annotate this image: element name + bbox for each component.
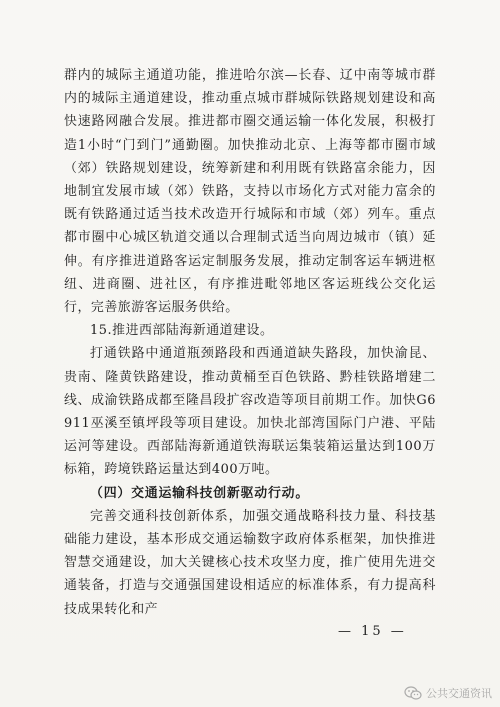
- page-number: — 15 —: [338, 624, 407, 639]
- paragraph-western-corridor: 打通铁路中通道瓶颈路段和西通道缺失路段，加快渝昆、贵南、隆黄铁路建设，推动黄桶至百色铁路、黔桂铁路增建二线、成渝铁路成都至隆昌段扩容改造等项目前期工作。加快G6911巫溪至镇坪段等项目建设。加快北部湾国际门户港、平陆运河等建设。西部陆海新通道铁海联运集装箱运量达到100万标箱，跨境铁路运量达到400万吨。: [64, 346, 436, 478]
- wechat-icon: [404, 686, 422, 700]
- watermark: [404, 685, 492, 701]
- paragraph-continuation: 群内的城际主通道功能，推进哈尔滨—长春、辽中南等城市群内的城际主通道建设，推动重点城市群城际铁路规划建设和高快速路网融合发展。推进都市圈交通运输一体化发展，积极打造1小时“门到门”通勤圈。加快推动北京、上海等都市圈市域（郊）铁路规划建设，统筹新建和利用既有铁路富余能力，因地制宜发展市域（郊）铁路，支持以市场化方式对能力富余的既有铁路通过适当技术改造开行城际和市域（郊）列车。重点都市圈中心城区轨道交通以合理制式适当向周边城市（镇）延伸。有序推进道路客运定制服务发展，推动定制客运车辆进枢纽、进商圈、进社区，有序推进毗邻地区客运班线公交化运行，完善旅游客运服务供给。: [64, 68, 436, 316]
- watermark-text: 公共交通资讯: [426, 687, 492, 700]
- section-heading-4: （四）交通运输科技创新驱动行动。: [90, 485, 310, 501]
- document-body: [64, 64, 436, 621]
- paragraph-tech-innovation: 完善交通科技创新体系，加强交通战略科技力量、科技基础能力建设，基本形成交通运输数字政府体系框架，加快推进智慧交通建设，加大关键核心技术攻坚力度，推广使用先进交通装备，打造与交通强国建设相适应的标准体系，有力提高科技成果转化和产: [64, 508, 436, 617]
- item-heading-15: 15.推进西部陆海新通道建设。: [90, 323, 274, 339]
